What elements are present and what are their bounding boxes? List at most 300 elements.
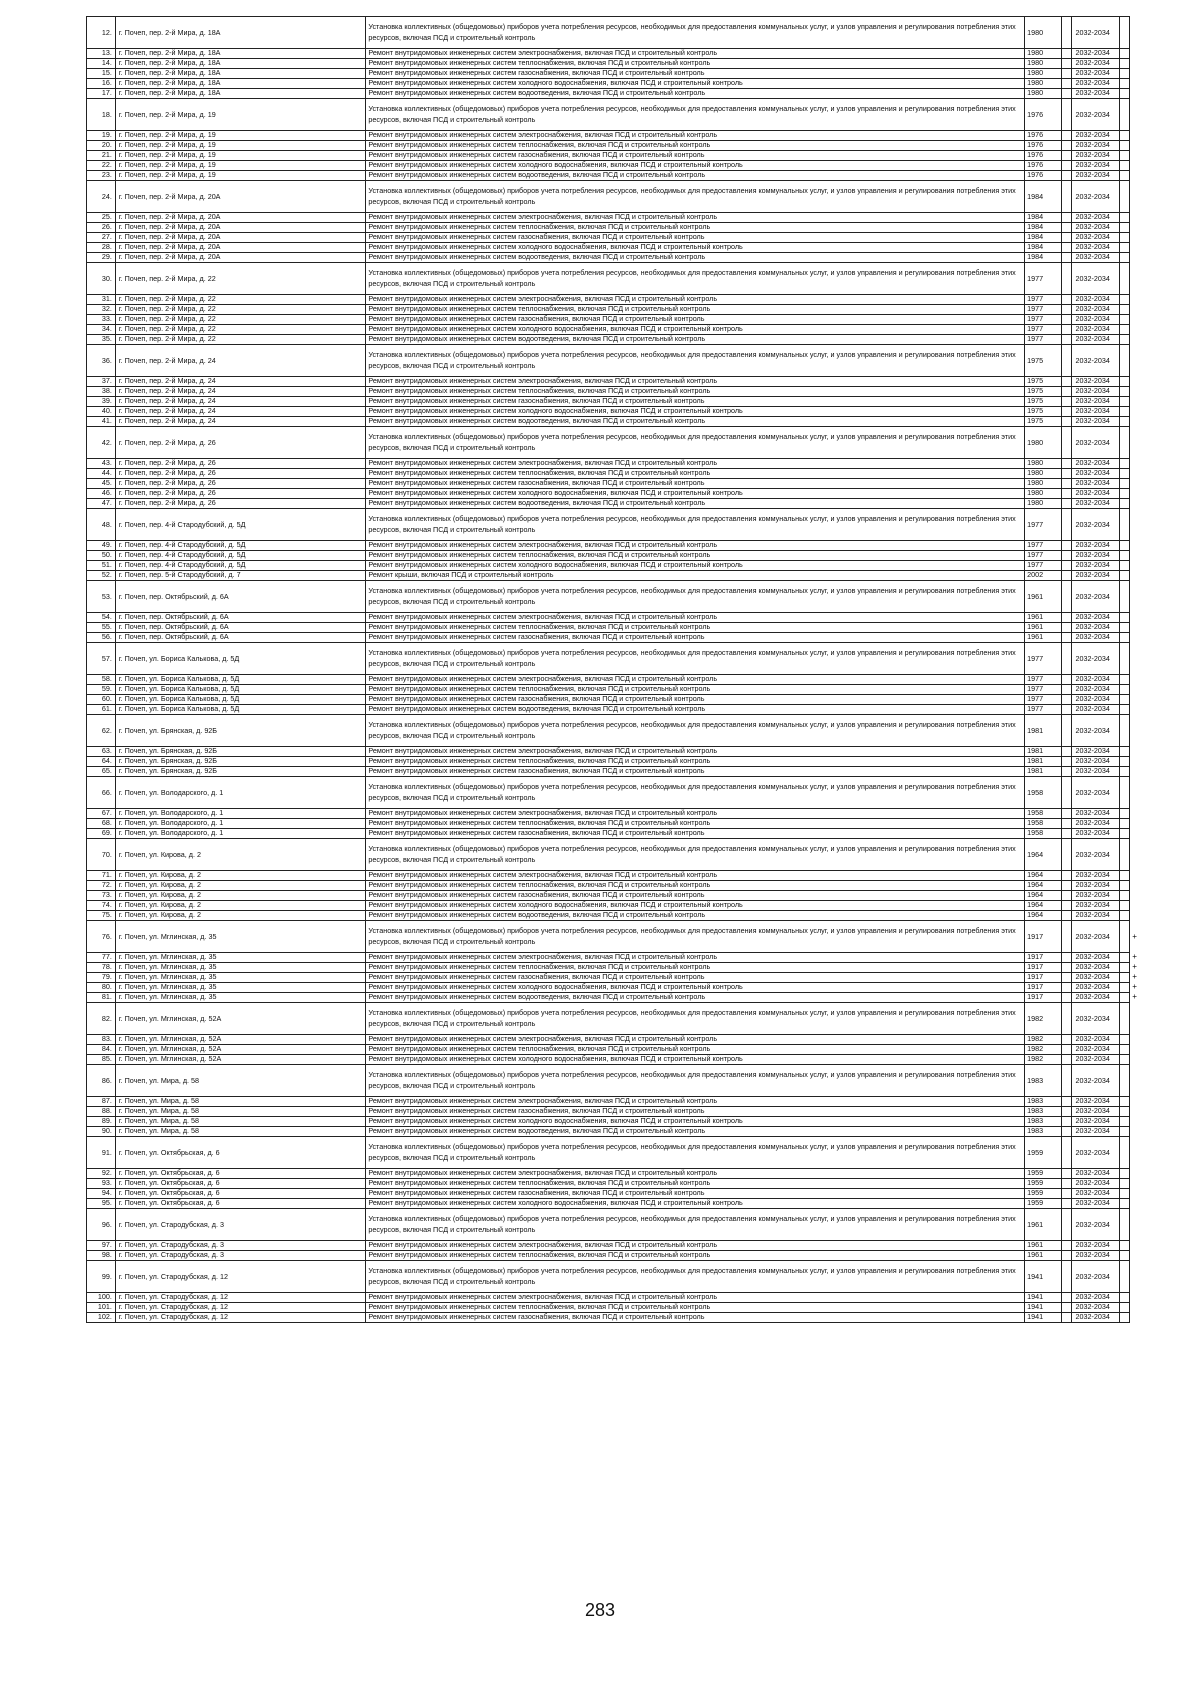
work-type-cell: Ремонт внутридомовых инженерных систем газоснабжения, включая ПСД и строительный контроль — [366, 479, 1025, 489]
build-year-cell: 1984 — [1025, 223, 1062, 233]
build-year-cell: 1917 — [1025, 921, 1062, 953]
row-number: 58. — [87, 675, 116, 685]
spacer-cell — [1119, 633, 1129, 643]
mark-cell — [1130, 315, 1138, 325]
work-type-cell: Установка коллективных (общедомовых) приборов учета потребления ресурсов, необходимых для предоставления коммунальных услуг, и узлов управления и регулирования потребления этих ресурсов, включая ПСД и строительный контроль — [366, 17, 1025, 49]
build-year-cell: 1981 — [1025, 747, 1062, 757]
planned-period-cell: 2032-2034 — [1072, 1065, 1119, 1097]
spacer-cell — [1062, 767, 1072, 777]
build-year-cell: 1977 — [1025, 705, 1062, 715]
spacer-cell — [1119, 69, 1129, 79]
spacer-cell — [1119, 397, 1129, 407]
row-number: 92. — [87, 1169, 116, 1179]
work-type-cell: Установка коллективных (общедомовых) приборов учета потребления ресурсов, необходимых для предоставления коммунальных услуг, и узлов управления и регулирования потребления этих ресурсов, включая ПСД и строительный контроль — [366, 1209, 1025, 1241]
row-number: 47. — [87, 499, 116, 509]
address-cell: г. Почеп, ул. Мира, д. 58 — [115, 1117, 366, 1127]
address-cell: г. Почеп, пер. 2-й Мира, д. 19 — [115, 171, 366, 181]
planned-period-cell: 2032-2034 — [1072, 89, 1119, 99]
build-year-cell: 1980 — [1025, 49, 1062, 59]
row-number: 17. — [87, 89, 116, 99]
address-cell: г. Почеп, ул. Мглинская, д. 52А — [115, 1055, 366, 1065]
address-cell: г. Почеп, пер. 2-й Мира, д. 18А — [115, 79, 366, 89]
spacer-cell — [1119, 1097, 1129, 1107]
address-cell: г. Почеп, пер. 2-й Мира, д. 26 — [115, 479, 366, 489]
work-type-cell: Ремонт внутридомовых инженерных систем газоснабжения, включая ПСД и строительный контроль — [366, 695, 1025, 705]
work-type-cell: Ремонт внутридомовых инженерных систем холодного водоснабжения, включая ПСД и строительный контроль — [366, 79, 1025, 89]
table-row — [87, 49, 1139, 59]
spacer-cell — [1062, 571, 1072, 581]
work-type-cell: Ремонт внутридомовых инженерных систем водоотведения, включая ПСД и строительный контроль — [366, 253, 1025, 263]
mark-cell — [1130, 417, 1138, 427]
table-row — [87, 777, 1139, 809]
build-year-cell: 1961 — [1025, 1251, 1062, 1261]
row-number: 90. — [87, 1127, 116, 1137]
spacer-cell — [1119, 489, 1129, 499]
table-row — [87, 89, 1139, 99]
build-year-cell: 1976 — [1025, 151, 1062, 161]
spacer-cell — [1119, 1065, 1129, 1097]
spacer-cell — [1062, 1127, 1072, 1137]
row-number: 36. — [87, 345, 116, 377]
planned-period-cell: 2032-2034 — [1072, 17, 1119, 49]
spacer-cell — [1119, 17, 1129, 49]
work-type-cell: Ремонт внутридомовых инженерных систем холодного водоснабжения, включая ПСД и строительный контроль — [366, 901, 1025, 911]
work-type-cell: Ремонт крыши, включая ПСД и строительный контроль — [366, 571, 1025, 581]
work-type-cell: Ремонт внутридомовых инженерных систем газоснабжения, включая ПСД и строительный контроль — [366, 151, 1025, 161]
planned-period-cell: 2032-2034 — [1072, 757, 1119, 767]
spacer-cell — [1062, 489, 1072, 499]
address-cell: г. Почеп, пер. 2-й Мира, д. 20А — [115, 233, 366, 243]
address-cell: г. Почеп, пер. 2-й Мира, д. 20А — [115, 253, 366, 263]
table-row — [87, 1137, 1139, 1169]
build-year-cell: 1982 — [1025, 1035, 1062, 1045]
spacer-cell — [1119, 1241, 1129, 1251]
spacer-cell — [1119, 131, 1129, 141]
spacer-cell — [1062, 387, 1072, 397]
planned-period-cell: 2032-2034 — [1072, 685, 1119, 695]
mark-cell — [1130, 243, 1138, 253]
table-row — [87, 305, 1139, 315]
row-number: 71. — [87, 871, 116, 881]
table-row — [87, 181, 1139, 213]
address-cell: г. Почеп, пер. 4-й Стародубский, д. 5Д — [115, 509, 366, 541]
table-row — [87, 377, 1139, 387]
work-type-cell: Установка коллективных (общедомовых) приборов учета потребления ресурсов, необходимых для предоставления коммунальных услуг, и узлов управления и регулирования потребления этих ресурсов, включая ПСД и строительный контроль — [366, 345, 1025, 377]
work-type-cell: Ремонт внутридомовых инженерных систем теплоснабжения, включая ПСД и строительный контроль — [366, 685, 1025, 695]
row-number: 93. — [87, 1179, 116, 1189]
address-cell: г. Почеп, ул. Бориса Калькова, д. 5Д — [115, 685, 366, 695]
spacer-cell — [1119, 1209, 1129, 1241]
work-type-cell: Ремонт внутридомовых инженерных систем газоснабжения, включая ПСД и строительный контроль — [366, 397, 1025, 407]
spacer-cell — [1119, 387, 1129, 397]
row-number: 60. — [87, 695, 116, 705]
spacer-cell — [1062, 499, 1072, 509]
row-number: 70. — [87, 839, 116, 871]
row-number: 26. — [87, 223, 116, 233]
spacer-cell — [1062, 1189, 1072, 1199]
spacer-cell — [1119, 499, 1129, 509]
spacer-cell — [1062, 1251, 1072, 1261]
table-row — [87, 315, 1139, 325]
mark-cell — [1130, 345, 1138, 377]
row-number: 20. — [87, 141, 116, 151]
planned-period-cell: 2032-2034 — [1072, 715, 1119, 747]
spacer-cell — [1119, 871, 1129, 881]
work-type-cell: Установка коллективных (общедомовых) приборов учета потребления ресурсов, необходимых для предоставления коммунальных услуг, и узлов управления и регулирования потребления этих ресурсов, включая ПСД и строительный контроль — [366, 1065, 1025, 1097]
row-number: 95. — [87, 1199, 116, 1209]
planned-period-cell: 2032-2034 — [1072, 181, 1119, 213]
work-type-cell: Ремонт внутридомовых инженерных систем электроснабжения, включая ПСД и строительный контроль — [366, 131, 1025, 141]
build-year-cell: 1975 — [1025, 417, 1062, 427]
row-number: 87. — [87, 1097, 116, 1107]
spacer-cell — [1062, 809, 1072, 819]
work-type-cell: Ремонт внутридомовых инженерных систем теплоснабжения, включая ПСД и строительный контроль — [366, 757, 1025, 767]
address-cell: г. Почеп, ул. Бориса Калькова, д. 5Д — [115, 643, 366, 675]
spacer-cell — [1062, 757, 1072, 767]
planned-period-cell: 2032-2034 — [1072, 387, 1119, 397]
build-year-cell: 1976 — [1025, 161, 1062, 171]
planned-period-cell: 2032-2034 — [1072, 623, 1119, 633]
work-type-cell: Ремонт внутридомовых инженерных систем теплоснабжения, включая ПСД и строительный контроль — [366, 551, 1025, 561]
planned-period-cell: 2032-2034 — [1072, 223, 1119, 233]
build-year-cell: 1977 — [1025, 335, 1062, 345]
table-row — [87, 335, 1139, 345]
planned-period-cell: 2032-2034 — [1072, 377, 1119, 387]
mark-cell — [1130, 715, 1138, 747]
table-row — [87, 881, 1139, 891]
table-row — [87, 171, 1139, 181]
build-year-cell: 1981 — [1025, 767, 1062, 777]
spacer-cell — [1062, 705, 1072, 715]
mark-cell — [1130, 1003, 1138, 1035]
build-year-cell: 1980 — [1025, 79, 1062, 89]
spacer-cell — [1062, 59, 1072, 69]
spacer-cell — [1119, 89, 1129, 99]
spacer-cell — [1062, 335, 1072, 345]
spacer-cell — [1062, 469, 1072, 479]
address-cell: г. Почеп, ул. Володарского, д. 1 — [115, 819, 366, 829]
mark-cell — [1130, 223, 1138, 233]
row-number: 91. — [87, 1137, 116, 1169]
mark-cell — [1130, 427, 1138, 459]
mark-cell: + — [1130, 973, 1138, 983]
work-type-cell: Установка коллективных (общедомовых) приборов учета потребления ресурсов, необходимых для предоставления коммунальных услуг, и узлов управления и регулирования потребления этих ресурсов, включая ПСД и строительный контроль — [366, 581, 1025, 613]
spacer-cell — [1062, 993, 1072, 1003]
address-cell: г. Почеп, ул. Брянская, д. 92Б — [115, 767, 366, 777]
address-cell: г. Почеп, пер. 2-й Мира, д. 20А — [115, 223, 366, 233]
spacer-cell — [1062, 1065, 1072, 1097]
build-year-cell: 1975 — [1025, 387, 1062, 397]
row-number: 22. — [87, 161, 116, 171]
work-type-cell: Ремонт внутридомовых инженерных систем теплоснабжения, включая ПСД и строительный контроль — [366, 1179, 1025, 1189]
spacer-cell — [1119, 1035, 1129, 1045]
address-cell: г. Почеп, пер. 2-й Мира, д. 22 — [115, 315, 366, 325]
build-year-cell: 1975 — [1025, 345, 1062, 377]
planned-period-cell: 2032-2034 — [1072, 1189, 1119, 1199]
address-cell: г. Почеп, пер. 2-й Мира, д. 22 — [115, 263, 366, 295]
work-type-cell: Ремонт внутридомовых инженерных систем электроснабжения, включая ПСД и строительный контроль — [366, 747, 1025, 757]
row-number: 13. — [87, 49, 116, 59]
row-number: 84. — [87, 1045, 116, 1055]
spacer-cell — [1062, 397, 1072, 407]
planned-period-cell: 2032-2034 — [1072, 141, 1119, 151]
address-cell: г. Почеп, ул. Мглинская, д. 35 — [115, 953, 366, 963]
row-number: 75. — [87, 911, 116, 921]
spacer-cell — [1119, 561, 1129, 571]
work-type-cell: Установка коллективных (общедомовых) приборов учета потребления ресурсов, необходимых для предоставления коммунальных услуг, и узлов управления и регулирования потребления этих ресурсов, включая ПСД и строительный контроль — [366, 427, 1025, 459]
work-type-cell: Ремонт внутридомовых инженерных систем теплоснабжения, включая ПСД и строительный контроль — [366, 819, 1025, 829]
build-year-cell: 1977 — [1025, 263, 1062, 295]
table-row — [87, 99, 1139, 131]
address-cell: г. Почеп, ул. Брянская, д. 92Б — [115, 757, 366, 767]
spacer-cell — [1062, 141, 1072, 151]
address-cell: г. Почеп, ул. Октябрьская, д. 6 — [115, 1137, 366, 1169]
spacer-cell — [1119, 819, 1129, 829]
spacer-cell — [1119, 1003, 1129, 1035]
spacer-cell — [1119, 1313, 1129, 1323]
mark-cell — [1130, 1303, 1138, 1313]
row-number: 46. — [87, 489, 116, 499]
address-cell: г. Почеп, ул. Бориса Калькова, д. 5Д — [115, 695, 366, 705]
table-row — [87, 581, 1139, 613]
build-year-cell: 1958 — [1025, 829, 1062, 839]
mark-cell — [1130, 479, 1138, 489]
spacer-cell — [1119, 1137, 1129, 1169]
spacer-cell — [1062, 427, 1072, 459]
address-cell: г. Почеп, ул. Стародубская, д. 12 — [115, 1293, 366, 1303]
build-year-cell: 1959 — [1025, 1199, 1062, 1209]
table-row — [87, 953, 1139, 963]
spacer-cell — [1062, 695, 1072, 705]
address-cell: г. Почеп, ул. Стародубская, д. 12 — [115, 1261, 366, 1293]
build-year-cell: 1959 — [1025, 1169, 1062, 1179]
build-year-cell: 1980 — [1025, 427, 1062, 459]
table-row — [87, 633, 1139, 643]
mark-cell — [1130, 1293, 1138, 1303]
table-row — [87, 685, 1139, 695]
row-number: 24. — [87, 181, 116, 213]
table-row — [87, 973, 1139, 983]
mark-cell — [1130, 377, 1138, 387]
table-row — [87, 993, 1139, 1003]
mark-cell — [1130, 829, 1138, 839]
spacer-cell — [1119, 623, 1129, 633]
spacer-cell — [1062, 131, 1072, 141]
work-type-cell: Ремонт внутридомовых инженерных систем газоснабжения, включая ПСД и строительный контроль — [366, 315, 1025, 325]
address-cell: г. Почеп, ул. Бориса Калькова, д. 5Д — [115, 675, 366, 685]
work-type-cell: Ремонт внутридомовых инженерных систем теплоснабжения, включая ПСД и строительный контроль — [366, 963, 1025, 973]
spacer-cell — [1119, 99, 1129, 131]
planned-period-cell: 2032-2034 — [1072, 499, 1119, 509]
row-number: 54. — [87, 613, 116, 623]
address-cell: г. Почеп, ул. Стародубская, д. 3 — [115, 1209, 366, 1241]
spacer-cell — [1119, 263, 1129, 295]
build-year-cell: 1980 — [1025, 69, 1062, 79]
work-type-cell: Ремонт внутридомовых инженерных систем холодного водоснабжения, включая ПСД и строительный контроль — [366, 1117, 1025, 1127]
build-year-cell: 1981 — [1025, 715, 1062, 747]
table-row — [87, 253, 1139, 263]
address-cell: г. Почеп, пер. 2-й Мира, д. 19 — [115, 131, 366, 141]
row-number: 42. — [87, 427, 116, 459]
table-row — [87, 747, 1139, 757]
mark-cell — [1130, 881, 1138, 891]
spacer-cell — [1062, 561, 1072, 571]
row-number: 83. — [87, 1035, 116, 1045]
address-cell: г. Почеп, пер. Октябрьский, д. 6А — [115, 581, 366, 613]
mark-cell — [1130, 757, 1138, 767]
table-row — [87, 1313, 1139, 1323]
planned-period-cell: 2032-2034 — [1072, 777, 1119, 809]
planned-period-cell: 2032-2034 — [1072, 131, 1119, 141]
work-type-cell: Ремонт внутридомовых инженерных систем электроснабжения, включая ПСД и строительный контроль — [366, 1169, 1025, 1179]
row-number: 52. — [87, 571, 116, 581]
work-type-cell: Ремонт внутридомовых инженерных систем электроснабжения, включая ПСД и строительный контроль — [366, 675, 1025, 685]
mark-cell — [1130, 1169, 1138, 1179]
table-row — [87, 1251, 1139, 1261]
work-type-cell: Ремонт внутридомовых инженерных систем электроснабжения, включая ПСД и строительный контроль — [366, 1293, 1025, 1303]
build-year-cell: 1977 — [1025, 551, 1062, 561]
mark-cell — [1130, 809, 1138, 819]
build-year-cell: 2002 — [1025, 571, 1062, 581]
table-body — [87, 17, 1139, 1323]
spacer-cell — [1062, 325, 1072, 335]
spacer-cell — [1119, 233, 1129, 243]
planned-period-cell: 2032-2034 — [1072, 243, 1119, 253]
row-number: 79. — [87, 973, 116, 983]
build-year-cell: 1977 — [1025, 295, 1062, 305]
build-year-cell: 1984 — [1025, 243, 1062, 253]
mark-cell — [1130, 1117, 1138, 1127]
spacer-cell — [1062, 1169, 1072, 1179]
address-cell: г. Почеп, ул. Октябрьская, д. 6 — [115, 1179, 366, 1189]
work-type-cell: Установка коллективных (общедомовых) приборов учета потребления ресурсов, необходимых для предоставления коммунальных услуг, и узлов управления и регулирования потребления этих ресурсов, включая ПСД и строительный контроль — [366, 839, 1025, 871]
table-row — [87, 571, 1139, 581]
spacer-cell — [1119, 1303, 1129, 1313]
planned-period-cell: 2032-2034 — [1072, 469, 1119, 479]
mark-cell — [1130, 171, 1138, 181]
table-row — [87, 767, 1139, 777]
mark-cell — [1130, 59, 1138, 69]
row-number: 25. — [87, 213, 116, 223]
address-cell: г. Почеп, ул. Мглинская, д. 35 — [115, 993, 366, 1003]
spacer-cell — [1062, 901, 1072, 911]
row-number: 97. — [87, 1241, 116, 1251]
address-cell: г. Почеп, пер. 2-й Мира, д. 22 — [115, 305, 366, 315]
build-year-cell: 1980 — [1025, 479, 1062, 489]
spacer-cell — [1119, 151, 1129, 161]
planned-period-cell: 2032-2034 — [1072, 1003, 1119, 1035]
spacer-cell — [1119, 479, 1129, 489]
spacer-cell — [1062, 99, 1072, 131]
address-cell: г. Почеп, ул. Мира, д. 58 — [115, 1127, 366, 1137]
spacer-cell — [1062, 819, 1072, 829]
planned-period-cell: 2032-2034 — [1072, 675, 1119, 685]
work-type-cell: Ремонт внутридомовых инженерных систем водоотведения, включая ПСД и строительный контроль — [366, 993, 1025, 1003]
spacer-cell — [1062, 777, 1072, 809]
mark-cell — [1130, 499, 1138, 509]
build-year-cell: 1977 — [1025, 315, 1062, 325]
work-type-cell: Установка коллективных (общедомовых) приборов учета потребления ресурсов, необходимых для предоставления коммунальных услуг, и узлов управления и регулирования потребления этих ресурсов, включая ПСД и строительный контроль — [366, 509, 1025, 541]
planned-period-cell: 2032-2034 — [1072, 881, 1119, 891]
spacer-cell — [1119, 1179, 1129, 1189]
spacer-cell — [1119, 141, 1129, 151]
work-type-cell: Установка коллективных (общедомовых) приборов учета потребления ресурсов, необходимых для предоставления коммунальных услуг, и узлов управления и регулирования потребления этих ресурсов, включая ПСД и строительный контроль — [366, 1261, 1025, 1293]
spacer-cell — [1119, 747, 1129, 757]
address-cell: г. Почеп, ул. Мира, д. 58 — [115, 1107, 366, 1117]
work-type-cell: Установка коллективных (общедомовых) приборов учета потребления ресурсов, необходимых для предоставления коммунальных услуг, и узлов управления и регулирования потребления этих ресурсов, включая ПСД и строительный контроль — [366, 777, 1025, 809]
table-row — [87, 695, 1139, 705]
planned-period-cell: 2032-2034 — [1072, 1035, 1119, 1045]
spacer-cell — [1119, 705, 1129, 715]
work-type-cell: Ремонт внутридомовых инженерных систем электроснабжения, включая ПСД и строительный контроль — [366, 871, 1025, 881]
planned-period-cell: 2032-2034 — [1072, 79, 1119, 89]
build-year-cell: 1961 — [1025, 1209, 1062, 1241]
table-row — [87, 263, 1139, 295]
spacer-cell — [1119, 377, 1129, 387]
address-cell: г. Почеп, пер. 2-й Мира, д. 18А — [115, 17, 366, 49]
spacer-cell — [1119, 695, 1129, 705]
spacer-cell — [1119, 829, 1129, 839]
build-year-cell: 1982 — [1025, 1055, 1062, 1065]
mark-cell — [1130, 213, 1138, 223]
address-cell: г. Почеп, пер. Октябрьский, д. 6А — [115, 613, 366, 623]
mark-cell — [1130, 131, 1138, 141]
row-number: 15. — [87, 69, 116, 79]
table-row — [87, 921, 1139, 953]
mark-cell — [1130, 509, 1138, 541]
row-number: 76. — [87, 921, 116, 953]
table-row — [87, 213, 1139, 223]
row-number: 65. — [87, 767, 116, 777]
planned-period-cell: 2032-2034 — [1072, 911, 1119, 921]
table-row — [87, 1303, 1139, 1313]
spacer-cell — [1119, 59, 1129, 69]
work-type-cell: Ремонт внутридомовых инженерных систем электроснабжения, включая ПСД и строительный контроль — [366, 377, 1025, 387]
build-year-cell: 1964 — [1025, 839, 1062, 871]
work-type-cell: Установка коллективных (общедомовых) приборов учета потребления ресурсов, необходимых для предоставления коммунальных услуг, и узлов управления и регулирования потребления этих ресурсов, включая ПСД и строительный контроль — [366, 263, 1025, 295]
row-number: 50. — [87, 551, 116, 561]
work-type-cell: Ремонт внутридомовых инженерных систем водоотведения, включая ПСД и строительный контроль — [366, 171, 1025, 181]
work-type-cell: Ремонт внутридомовых инженерных систем электроснабжения, включая ПСД и строительный контроль — [366, 1035, 1025, 1045]
planned-period-cell: 2032-2034 — [1072, 973, 1119, 983]
planned-period-cell: 2032-2034 — [1072, 49, 1119, 59]
spacer-cell — [1062, 69, 1072, 79]
mark-cell — [1130, 1209, 1138, 1241]
build-year-cell: 1977 — [1025, 509, 1062, 541]
address-cell: г. Почеп, ул. Брянская, д. 92Б — [115, 747, 366, 757]
planned-period-cell: 2032-2034 — [1072, 345, 1119, 377]
work-type-cell: Ремонт внутридомовых инженерных систем холодного водоснабжения, включая ПСД и строительный контроль — [366, 1199, 1025, 1209]
address-cell: г. Почеп, пер. 2-й Мира, д. 24 — [115, 345, 366, 377]
address-cell: г. Почеп, пер. 2-й Мира, д. 18А — [115, 59, 366, 69]
spacer-cell — [1062, 1107, 1072, 1117]
spacer-cell — [1062, 829, 1072, 839]
table-row — [87, 1261, 1139, 1293]
row-number: 59. — [87, 685, 116, 695]
work-type-cell: Ремонт внутридомовых инженерных систем газоснабжения, включая ПСД и строительный контроль — [366, 973, 1025, 983]
spacer-cell — [1119, 809, 1129, 819]
table-row — [87, 541, 1139, 551]
mark-cell — [1130, 181, 1138, 213]
spacer-cell — [1062, 921, 1072, 953]
table-row — [87, 295, 1139, 305]
mark-cell — [1130, 705, 1138, 715]
work-type-cell: Установка коллективных (общедомовых) приборов учета потребления ресурсов, необходимых для предоставления коммунальных услуг, и узлов управления и регулирования потребления этих ресурсов, включая ПСД и строительный контроль — [366, 1003, 1025, 1035]
build-year-cell: 1917 — [1025, 963, 1062, 973]
build-year-cell: 1980 — [1025, 469, 1062, 479]
spacer-cell — [1062, 1117, 1072, 1127]
address-cell: г. Почеп, пер. 2-й Мира, д. 24 — [115, 387, 366, 397]
